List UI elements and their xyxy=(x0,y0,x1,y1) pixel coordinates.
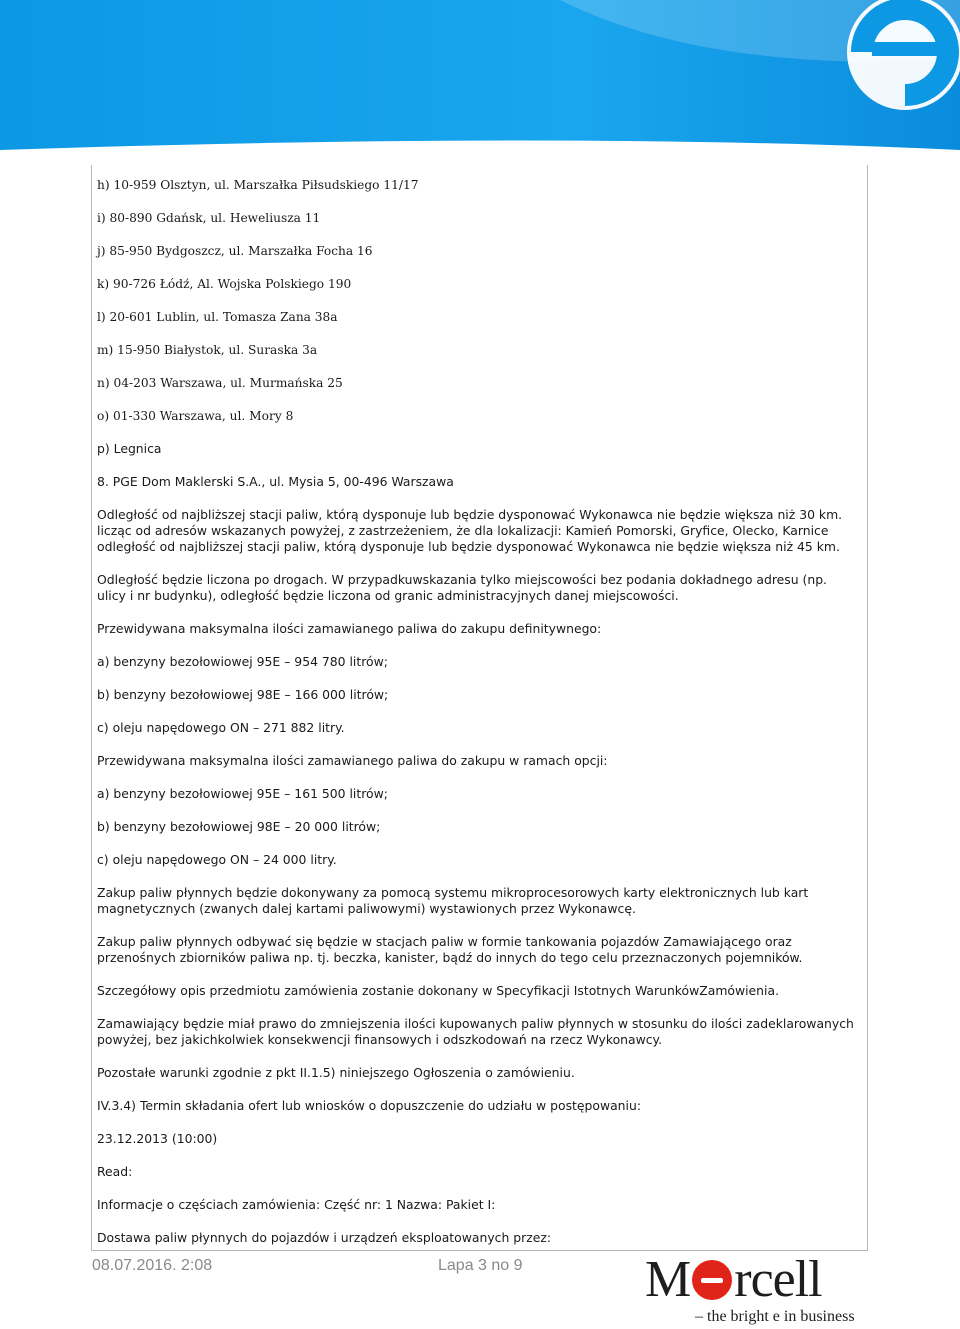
read-label: Read: xyxy=(97,1164,133,1179)
address-line: o) 01-330 Warszawa, ul. Mory 8 xyxy=(97,409,294,423)
logo-wordmark xyxy=(645,1252,822,1308)
logo-word-right: rcell xyxy=(734,1251,822,1308)
address-line: i) 80-890 Gdańsk, ul. Heweliusza 11 xyxy=(97,211,321,225)
frame-right-border xyxy=(867,165,868,1250)
footer-date: 08.07.2016. 2:08 xyxy=(92,1257,213,1274)
address-line: p) Legnica xyxy=(97,441,162,456)
quantity-line: c) oleju napędowego ON – 271 882 litry. xyxy=(97,720,345,735)
address-line: h) 10-959 Olsztyn, ul. Marszałka Piłsudskiego 11/17 xyxy=(97,178,419,192)
paragraph-measurement: Odległość będzie liczona po drogach. W przypadkuwskazania tylko miejscowości bez podania dokładnego adresu (np. ulicy i nr budynku), odległość będzie liczona od granic administracyjnych danej miejscowości. xyxy=(97,572,827,603)
deadline-date: 23.12.2013 (10:00) xyxy=(97,1131,218,1146)
paragraph-cards: Zakup paliw płynnych będzie dokonywany za pomocą systemu mikroprocesorowych karty elektronicznych lub kart magnetycznych (zwanych dalej kartami paliwowymi) wystawionych przez Wykonawcę. xyxy=(97,885,809,916)
heading-option: Przewidywana maksymalna ilości zamawianego paliwa do zakupu w ramach opcji: xyxy=(97,753,608,768)
address-line: j) 85-950 Bydgoszcz, ul. Marszałka Focha 16 xyxy=(97,244,373,258)
header-wave-graphic xyxy=(0,0,960,165)
paragraph-distance: Odległość od najbliższej stacji paliw, którą dysponuje lub będzie dysponować Wykonawca nie będzie większa niż 30 km. licząc od adresów wskazanych powyżej, z zastrzeżeniem, że dla lokalizacji: Kamień Pomorski, Gryfice, Olecko, Karnice odległość od najbliższej stacji paliw, którą dysponuje lub będzie dysponować Wykonawca nie będzie większa niż 45 km. xyxy=(97,507,843,554)
document-body xyxy=(97,177,857,1246)
paragraph-reduction: Zamawiający będzie miał prawo do zmniejszenia ilości kupowanych paliw płynnych w stosunku do ilości zadeklarowanych powyżej, bez jakichkolwiek konsekwencji finansowych i odszkodowań na rzecz Wykonawcy. xyxy=(97,1016,854,1047)
paragraph-conditions: Pozostałe warunki zgodnie z pkt II.1.5) niniejszego Ogłoszenia o zamówieniu. xyxy=(97,1065,575,1080)
quantity-line: a) benzyny bezołowiowej 95E – 161 500 litrów; xyxy=(97,786,388,801)
address-line: m) 15-950 Białystok, ul. Suraska 3a xyxy=(97,343,318,357)
logo-word-left: M xyxy=(645,1251,691,1308)
section-deadline-heading: IV.3.4) Termin składania ofert lub wniosków o dopuszczenie do udziału w postępowaniu: xyxy=(97,1098,641,1113)
heading-definitive: Przewidywana maksymalna ilości zamawianego paliwa do zakupu definitywnego: xyxy=(97,621,602,636)
parts-info: Informacje o częściach zamówienia: Część nr: 1 Nazwa: Pakiet I: xyxy=(97,1197,496,1212)
quantity-line: b) benzyny bezołowiowej 98E – 20 000 litrów; xyxy=(97,819,381,834)
logo-e-icon xyxy=(692,1260,732,1300)
quantity-line: b) benzyny bezołowiowej 98E – 166 000 litrów; xyxy=(97,687,389,702)
footer-page-number: Lapa 3 no 9 xyxy=(438,1257,523,1274)
quantity-line: c) oleju napędowego ON – 24 000 litry. xyxy=(97,852,337,867)
header-banner xyxy=(0,0,960,165)
paragraph-refueling: Zakup paliw płynnych odbywać się będzie w stacjach paliw w formie tankowania pojazdów Zamawiającego oraz przenośnych zbiorników paliwa np. tj. beczka, kanister, bądź do innych do tego celu przeznaczonych pojemników. xyxy=(97,934,803,965)
quantity-line: a) benzyny bezołowiowej 95E – 954 780 litrów; xyxy=(97,654,388,669)
logo-tagline: – the bright e in business xyxy=(695,1308,855,1325)
paragraph-specification: Szczegółowy opis przedmiotu zamówienia zostanie dokonany w Specyfikacji Istotnych WarunkówZamówienia. xyxy=(97,983,780,998)
frame-left-border xyxy=(91,165,92,1250)
delivery-heading: Dostawa paliw płynnych do pojazdów i urządzeń eksploatowanych przez: xyxy=(97,1230,552,1245)
marcell-logo xyxy=(645,1252,875,1328)
address-line: 8. PGE Dom Maklerski S.A., ul. Mysia 5, 00-496 Warszawa xyxy=(97,474,454,489)
address-line: k) 90-726 Łódź, Al. Wojska Polskiego 190 xyxy=(97,277,352,291)
address-line: l) 20-601 Lublin, ul. Tomasza Zana 38a xyxy=(97,310,338,324)
address-line: n) 04-203 Warszawa, ul. Murmańska 25 xyxy=(97,376,343,390)
